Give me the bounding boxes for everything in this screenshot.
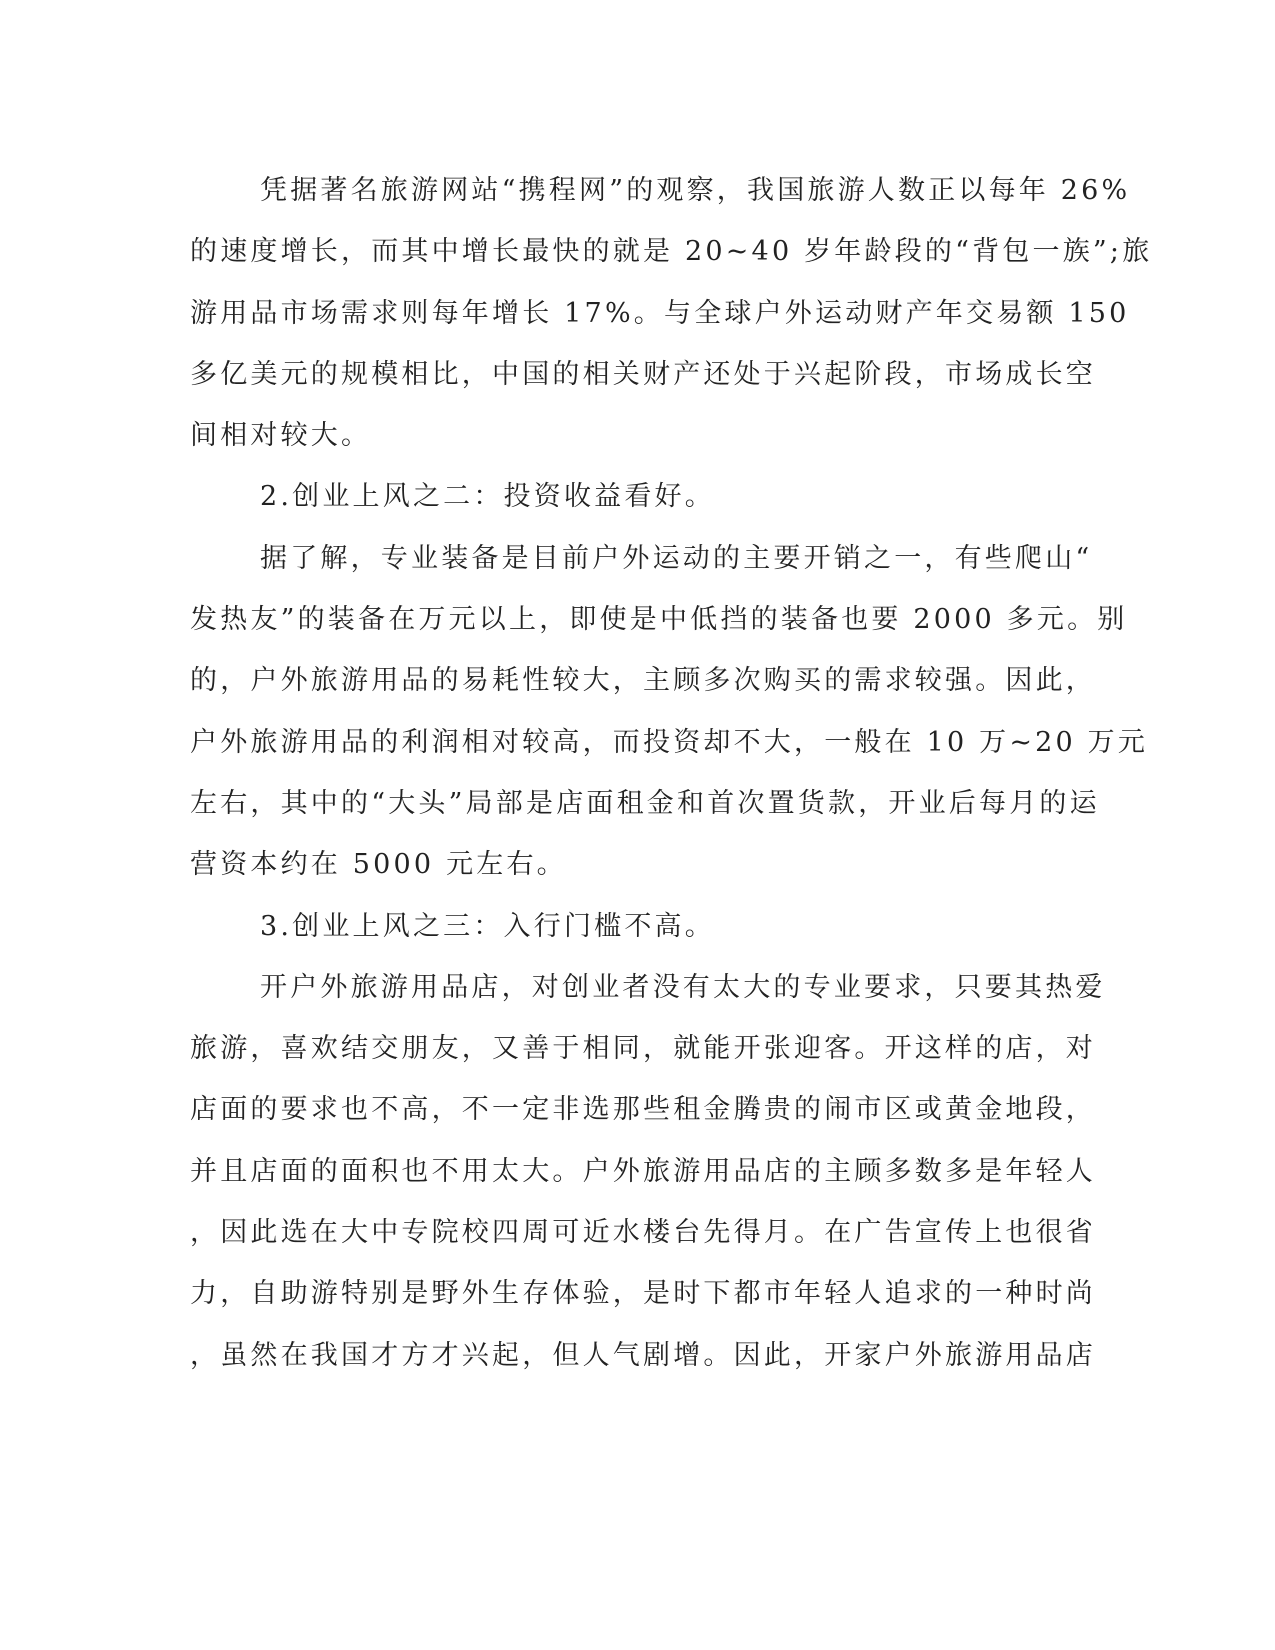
text-line: 据了解，专业装备是目前户外运动的主要开销之一，有些爬山“ [260,542,1093,574]
text-line: ，因此选在大中专院校四周可近水楼台先得月。在广告宣传上也很省 [190,1217,1096,1249]
section-heading: 3.创业上风之三：入行门槛不高。 [260,910,715,942]
text-line: 游用品市场需求则每年增长 17%。与全球户外运动财产年交易额 150 [190,297,1130,329]
text-line: ，虽然在我国才方才兴起，但人气剧增。因此，开家户外旅游用品店 [190,1339,1096,1371]
text-line: 发热友”的装备在万元以上，即使是中低挡的装备也要 2000 多元。别 [190,604,1128,636]
text-line: 店面的要求也不高，不一定非选那些租金腾贵的闹市区或黄金地段， [190,1094,1096,1126]
text-line: 开户外旅游用品店，对创业者没有太大的专业要求，只要其热爱 [260,971,1106,1003]
text-line: 凭据著名旅游网站“携程网”的观察，我国旅游人数正以每年 26% [260,175,1131,206]
text-line: 间相对较大。 [190,420,372,452]
text-line: 的，户外旅游用品的易耗性较大，主顾多次购买的需求较强。因此， [190,665,1096,697]
text-line: 多亿美元的规模相比，中国的相关财产还处于兴起阶段，市场成长空 [190,358,1096,390]
text-line: 户外旅游用品的利润相对较高，而投资却不大，一般在 10 万~20 万元 [190,726,1149,758]
text-line: 左右，其中的“大头”局部是店面租金和首次置货款，开业后每月的运 [190,787,1100,819]
text-line: 旅游，喜欢结交朋友，又善于相同，就能开张迎客。开这样的店，对 [190,1033,1096,1065]
text-line: 的速度增长，而其中增长最快的就是 20~40 岁年龄段的“背包一族”;旅 [190,236,1153,268]
text-line: 并且店面的面积也不用太大。户外旅游用品店的主顾多数多是年轻人 [190,1155,1096,1187]
section-heading: 2.创业上风之二：投资收益看好。 [260,481,715,513]
document-body [190,160,1153,1386]
text-line: 力，自助游特别是野外生存体验，是时下都市年轻人追求的一种时尚 [190,1278,1096,1310]
text-line: 营资本约在 5000 元左右。 [190,849,567,881]
